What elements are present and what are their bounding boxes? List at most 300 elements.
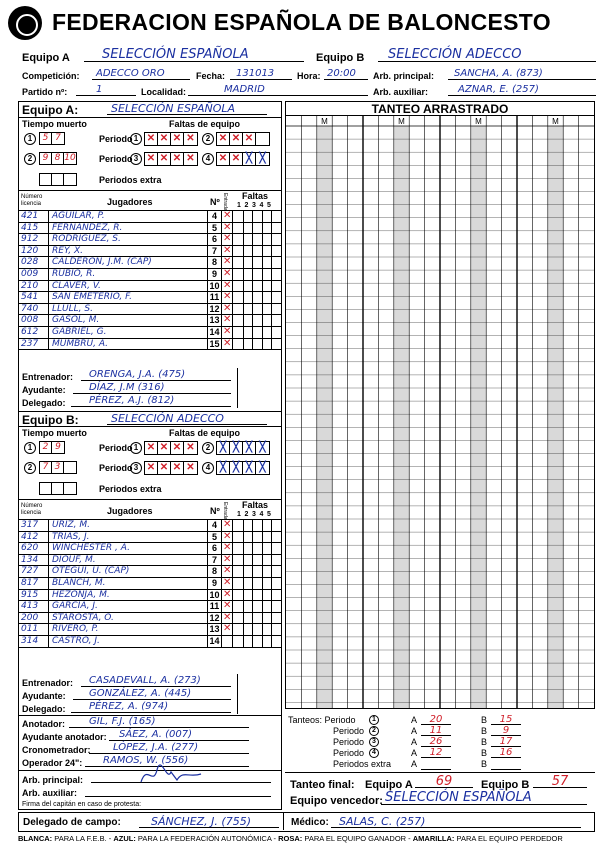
partido-value: 1	[76, 84, 136, 96]
foul-cell	[244, 636, 254, 647]
period-score-b: 17	[491, 736, 521, 747]
foul-cell	[253, 234, 263, 245]
team-b-timeouts-extra	[39, 482, 77, 495]
anotador-label: Anotador:	[22, 719, 65, 729]
player-name: RIVERO, P.	[48, 624, 206, 635]
player-number: 9	[207, 269, 221, 280]
foul-cell	[244, 566, 254, 577]
foul-cell	[234, 211, 244, 222]
period-label: Periodo	[333, 748, 365, 758]
foul-cell	[263, 555, 273, 566]
foul-cell	[253, 532, 263, 543]
license-number: 915	[21, 589, 39, 600]
player-name: HEZONJA, M.	[48, 590, 206, 601]
running-score-shade	[548, 126, 563, 708]
player-name: REY, X.	[48, 246, 206, 257]
foul-cell	[263, 234, 273, 245]
foul-cell	[234, 257, 244, 268]
player-number: 4	[207, 211, 221, 222]
team-b-coach: CASADEVALL, A. (273)	[81, 675, 231, 687]
team-a-coach: ORENGA, J.A. (475)	[81, 369, 231, 381]
foul-cell	[244, 246, 254, 257]
foul-cell	[272, 532, 282, 543]
license-number: 028	[21, 257, 39, 268]
team_b-player-row	[19, 555, 281, 567]
entry-mark	[221, 339, 233, 350]
player-name: CASTRO, J.	[48, 636, 206, 647]
player-number: 15	[207, 339, 221, 350]
foul-cell	[234, 234, 244, 245]
medico-value: SALAS, C. (257)	[331, 815, 581, 828]
team-b-fouls-p2: ╳ ╳ ╳ ╳	[216, 441, 270, 455]
player-number: 14	[207, 636, 221, 647]
player-number: 9	[207, 578, 221, 589]
foul-cell	[244, 624, 254, 635]
final-score-a: 69	[415, 774, 473, 788]
hora-value: 20:00	[324, 68, 368, 80]
player-name: RODRIGUEZ, S.	[48, 234, 206, 245]
copy-distribution-footer: BLANCA: PARA LA F.E.B. - AZUL: PARA LA FEDERACIÓN AUTONÓMICA - ROSA: PARA EL EQUIPO GANADOR - AMARILLA: PARA EL EQUIPO PERDEDOR	[18, 834, 563, 843]
period-label: Periodo	[99, 134, 133, 144]
partido-label: Partido nº:	[22, 87, 68, 97]
team-a-players-table	[19, 190, 281, 350]
period-score-b: 9	[491, 725, 521, 736]
running-score-shade	[471, 126, 486, 708]
foul-cell	[263, 636, 273, 647]
foul-cell	[253, 590, 263, 601]
player-name: CALDERÓN, J.M. (CAP)	[48, 257, 206, 268]
entry-mark	[221, 327, 233, 338]
team-a-name: SELECCIÓN ESPAÑOLA	[107, 103, 267, 115]
entry-mark	[221, 566, 233, 577]
foul-cell	[244, 292, 254, 303]
period-score-b: 15	[491, 714, 521, 725]
entry-mark	[221, 315, 233, 326]
competicion-label: Competición:	[22, 71, 80, 81]
team_a-player-row	[19, 304, 281, 316]
foul-cell	[263, 211, 273, 222]
foul-cell	[272, 327, 282, 338]
entry-mark	[221, 257, 233, 268]
license-number: 011	[21, 624, 39, 635]
entry-mark	[221, 555, 233, 566]
foul-cell	[234, 624, 244, 635]
team-a-delegate-label: Delegado:	[22, 398, 66, 408]
team-b-timeouts-h1: 2 9	[39, 441, 65, 454]
player-name: TRIAS, J.	[48, 532, 206, 543]
license-number: 727	[21, 566, 39, 577]
winner-value: SELECCIÓN ESPAÑOLA	[381, 790, 587, 805]
team-a-coach-label: Entrenador:	[22, 372, 74, 382]
foul-cell	[244, 223, 254, 234]
foul-cell	[272, 555, 282, 566]
team-a-assistant-label: Ayudante:	[22, 385, 66, 395]
entry-mark	[221, 304, 233, 315]
player-number: 14	[207, 327, 221, 338]
player-name: DIOUF, M.	[48, 555, 206, 566]
team-b-header: Equipo B: SELECCIÓN ADECCO	[19, 411, 281, 427]
team-b-name: SELECCIÓN ADECCO	[107, 413, 267, 425]
delegado-campo-label: Delegado de campo:	[23, 817, 121, 828]
foul-cell	[263, 257, 273, 268]
running-score-shade	[394, 126, 409, 708]
team_b-player-row	[19, 590, 281, 602]
team_a-player-row	[19, 269, 281, 281]
foul-cell	[244, 315, 254, 326]
foul-cell	[234, 292, 244, 303]
foul-cell	[253, 211, 263, 222]
running-score-title: TANTEO ARRASTRADO	[286, 102, 594, 116]
teams-panel: Equipo A: SELECCIÓN ESPAÑOLA Tiempo muerto Faltas de equipo 1 5 7 Periodo 1 ✕ ✕ ✕ ✕ 2 ✕ ✕ ✕ 2 9 8 10 Periodo 3 ✕ ✕ ✕ ✕ 4 ✕ ✕ ╳ ╳ Periodos extra Número licencia Jugadores Nº Entrada Faltas 12345 421 AGUILAR, P. 4 ✕ 415 FERNÁNDEZ, R. 5 ✕ 912 RODRIGUEZ, S. 6 ✕ 120 REY, X. 7 ✕ 028 CALDERÓN, J.M. (CAP) 8 ✕ 009 RUBIO, R. 9 ✕ 210 CLAVER, V. 10 ✕ 541 SAN EMETERIO, F. 11 ✕ 740 LLULL, S. 12 ✕ 008 GASOL, M. 13 ✕ 612 GABRIEL, G. 14 ✕ 237 MUMBRÚ, A. 15 ✕ Entrenador: ORENGA, J.A. (475) Ayudante: DÍAZ, J.M (316) Delegado: PÉREZ, A.J. (812) Equipo B: SELECCIÓN ADECCO Tiempo muerto Faltas de equipo 1 2 9 Periodo 1 ✕ ✕ ✕ ✕ 2 ╳ ╳ ╳ ╳ 2 7 3 Periodo 3 ✕ ✕ ✕ ✕ 4 ╳ ╳ ╳ ╳ Periodos extra Número licencia Jugadores Nº Entrada Faltas 12345 317 URIZ, M. 4 ✕ 412 TRIAS, J. 5 ✕ 620 WINCHESTER , A. 6 ✕ 134 DIOUF, M. 7 ✕ 727 OTEGUI, U. (CAP) 8 ✕ 817 BLANCH, M. 9 ✕ 915 HEZONJA, M. 10 ✕ 413 GARCIA, J. 11 ✕ 200 STAROSTA, O. 12 ✕ 011 RIVERO, P. 13 ✕ 314 CASTRO, J. 14 Entrenador: CASADEVALL, A. (273) Ayudante: GONZÁLEZ, A. (445) Delegado: PÉREZ, A. (974) Anotador: GIL, F.J. (165) Ayudante anotador: SÁEZ, A. (007) Cronometrador: LÓPEZ, J.A. (277) Operador 24": RAMOS, W. (556) Arb. principal: Arb. auxiliar: Firma del capitán en caso de protesta:	[18, 101, 282, 810]
player-number: 5	[207, 223, 221, 234]
entry-mark	[221, 281, 233, 292]
foul-cell	[244, 590, 254, 601]
license-number: 817	[21, 577, 39, 588]
period-score-a: 12	[421, 747, 451, 758]
license-number: 415	[21, 222, 39, 233]
player-number: 13	[207, 624, 221, 635]
license-number: 421	[21, 211, 39, 221]
entry-mark	[221, 234, 233, 245]
hora-label: Hora:	[297, 71, 321, 81]
scores-block: Tanteos: Periodo 1 A 20 B 15 Periodo 2 A 11 B 9 Periodo 3 A 26 B 17 Periodo 4 A 12 B 16 Periodos extra A B Tanteo final: Equipo A 69 Equipo B 57 Equipo vencedor: SELECCIÓN ESPAÑOLA	[285, 711, 595, 809]
operador-value: RAMOS, W. (556)	[85, 755, 249, 767]
entry-mark	[221, 636, 233, 647]
cronometrador-value: LÓPEZ, J.A. (277)	[89, 742, 249, 754]
team-b-fouls-label: Faltas de equipo	[169, 428, 241, 438]
entry-mark	[221, 601, 233, 612]
foul-cell	[263, 566, 273, 577]
foul-cell	[272, 269, 282, 280]
extra-periods-label: Periodos extra	[333, 759, 392, 769]
player-number: 11	[207, 292, 221, 303]
foul-cell	[244, 555, 254, 566]
team_b-player-row	[19, 566, 281, 578]
foul-cell	[263, 246, 273, 257]
foul-cell	[272, 339, 282, 350]
m-column-label: M	[321, 117, 328, 126]
team-b-players-table: Número licencia Jugadores Nº Entrada Faltas 12345 317 URIZ, M. 4 ✕ 412 TRIAS, J. 5 ✕ 620 WINCHESTER , A. 6 ✕ 134 DIOUF, M. 7 ✕ 727 OTEGUI, U. (CAP) 8 ✕ 817 BLANCH, M. 9 ✕ 915 HEZONJA, M. 10 ✕ 413 GARCIA, J. 11 ✕ 200 STAROSTA, O. 12 ✕ 011 RIVERO, P. 13 ✕ 314 CASTRO, J. 14	[19, 499, 281, 648]
foul-cell	[244, 281, 254, 292]
foul-cell	[253, 636, 263, 647]
foul-cell	[234, 246, 244, 257]
foul-cell	[253, 555, 263, 566]
team-b-coach-label: Entrenador:	[22, 678, 74, 688]
team-a-timeouts-extra	[39, 173, 77, 186]
team-b-fouls-p3: ✕ ✕ ✕ ✕	[144, 461, 198, 475]
foul-cell	[272, 292, 282, 303]
foul-cell	[263, 292, 273, 303]
page-title: FEDERACION ESPAÑOLA DE BALONCESTO	[52, 9, 551, 35]
team_a-player-row	[19, 339, 281, 351]
team-b-timeouts-h2: 7 3	[39, 461, 77, 474]
foul-cell	[234, 590, 244, 601]
team-a-fouls-p4: ✕ ✕ ╳ ╳	[216, 152, 270, 166]
team-a-header: Equipo A: SELECCIÓN ESPAÑOLA	[19, 102, 281, 118]
foul-cell	[263, 532, 273, 543]
foul-cell	[272, 281, 282, 292]
foul-cell	[272, 624, 282, 635]
foul-cell	[272, 543, 282, 554]
team-b-delegate: PÉREZ, A. (974)	[71, 701, 231, 713]
foul-cell	[272, 304, 282, 315]
team-a-timeout-label: Tiempo muerto	[22, 119, 87, 129]
team-a-fouls-label: Faltas de equipo	[169, 119, 241, 129]
arb-auxiliar-value: AZNAR, E. (257)	[448, 84, 596, 96]
ayudante-anotador-value: SÁEZ, A. (007)	[109, 729, 249, 741]
federation-logo	[8, 6, 42, 40]
team-a-fouls-p2: ✕ ✕ ✕	[216, 132, 270, 146]
foul-cell	[253, 339, 263, 350]
running-score-panel	[285, 101, 595, 709]
medico-label: Médico:	[291, 817, 329, 828]
foul-cell	[253, 624, 263, 635]
team-a-assistant: DÍAZ, J.M (316)	[73, 382, 231, 394]
foul-cell	[234, 601, 244, 612]
team-a-fouls-p3: ✕ ✕ ✕ ✕	[144, 152, 198, 166]
license-number: 317	[21, 520, 39, 530]
team_a-player-row	[19, 327, 281, 339]
player-number: 10	[207, 281, 221, 292]
player-name: AGUILAR, P.	[48, 211, 206, 222]
player-name: MUMBRÚ, A.	[48, 339, 206, 350]
team_a-player-row	[19, 281, 281, 293]
player-name: BLANCH, M.	[48, 578, 206, 589]
foul-cell	[263, 590, 273, 601]
entry-mark	[221, 211, 233, 222]
players-table-header: Número licencia Jugadores Nº Entrada Faltas 12345	[19, 191, 281, 211]
foul-cell	[234, 223, 244, 234]
foul-cell	[272, 566, 282, 577]
ayudante-anotador-label: Ayudante anotador:	[22, 732, 107, 742]
foul-cell	[272, 636, 282, 647]
foul-cell	[253, 281, 263, 292]
foul-cell	[272, 211, 282, 222]
player-name: LLULL, S.	[48, 304, 206, 315]
cronometrador-label: Cronometrador:	[22, 745, 91, 755]
foul-cell	[244, 578, 254, 589]
foul-cell	[272, 613, 282, 624]
entry-mark	[221, 578, 233, 589]
period-score-a: 11	[421, 725, 451, 736]
player-number: 13	[207, 315, 221, 326]
player-name: GASOL, M.	[48, 315, 206, 326]
foul-cell	[253, 566, 263, 577]
foul-cell	[244, 601, 254, 612]
team_a-player-row	[19, 246, 281, 258]
foul-cell	[272, 590, 282, 601]
player-number: 11	[207, 601, 221, 612]
team_a-player-row	[19, 257, 281, 269]
foul-cell	[234, 269, 244, 280]
foul-cell	[263, 304, 273, 315]
period-score-a: 26	[421, 736, 451, 747]
running-score-grid	[286, 116, 594, 708]
player-name: CLAVER, V.	[48, 281, 206, 292]
foul-cell	[272, 257, 282, 268]
foul-cell	[263, 281, 273, 292]
foul-cell	[244, 520, 254, 531]
foul-cell	[263, 315, 273, 326]
foul-cell	[253, 543, 263, 554]
entry-mark	[221, 613, 233, 624]
competicion-value: ADECCO ORO	[92, 68, 190, 80]
final-score-b: 57	[533, 774, 587, 788]
arb-auxiliar-label: Arb. auxiliar:	[373, 87, 429, 97]
foul-cell	[272, 223, 282, 234]
player-number: 12	[207, 613, 221, 624]
player-name: RUBIO, R.	[48, 269, 206, 280]
team-a-timeouts-h1: 5 7	[39, 132, 65, 145]
tanteos-label: Tanteos: Periodo	[288, 715, 356, 725]
foul-cell	[244, 211, 254, 222]
arb-principal-label: Arb. principal:	[373, 71, 435, 81]
license-number: 008	[21, 315, 39, 326]
team_b-player-row	[19, 578, 281, 590]
final-a-label: Equipo A	[365, 779, 413, 791]
winner-label: Equipo vencedor:	[290, 795, 383, 807]
team_a-player-row	[19, 292, 281, 304]
foul-cell	[263, 543, 273, 554]
player-name: GABRIEL, G.	[48, 327, 206, 338]
foul-cell	[234, 327, 244, 338]
foul-cell	[244, 304, 254, 315]
foul-cell	[234, 555, 244, 566]
team_a-player-row	[19, 211, 281, 223]
team_b-player-row	[19, 520, 281, 532]
license-number: 412	[21, 531, 39, 542]
sign-arb-auxiliar-label: Arb. auxiliar:	[22, 788, 78, 798]
player-number: 12	[207, 304, 221, 315]
foul-cell	[263, 520, 273, 531]
team-b-delegate-label: Delegado:	[22, 704, 66, 714]
foul-cell	[244, 234, 254, 245]
foul-cell	[263, 269, 273, 280]
fecha-label: Fecha:	[196, 71, 226, 81]
foul-cell	[234, 636, 244, 647]
foul-cell	[234, 281, 244, 292]
foul-cell	[234, 578, 244, 589]
player-number: 4	[207, 520, 221, 531]
period-score-a: 20	[421, 714, 451, 725]
localidad-label: Localidad:	[141, 87, 187, 97]
foul-cell	[253, 304, 263, 315]
m-column-label: M	[475, 117, 482, 126]
player-number: 6	[207, 543, 221, 554]
m-column-label: M	[398, 117, 405, 126]
team-a-delegate: PÉREZ, A.J. (812)	[71, 395, 231, 407]
license-number: 541	[21, 292, 39, 303]
entry-mark	[221, 520, 233, 531]
foul-cell	[244, 613, 254, 624]
player-number: 7	[207, 555, 221, 566]
signature-icon	[137, 762, 207, 788]
player-name: WINCHESTER , A.	[48, 543, 206, 554]
license-number: 413	[21, 601, 39, 612]
player-name: OTEGUI, U. (CAP)	[48, 566, 206, 577]
team_b-player-row	[19, 624, 281, 636]
team_a-player-row	[19, 223, 281, 235]
entry-mark	[221, 590, 233, 601]
entry-mark	[221, 269, 233, 280]
foul-cell	[234, 304, 244, 315]
foul-cell	[234, 532, 244, 543]
entry-mark	[221, 543, 233, 554]
team_b-player-row	[19, 613, 281, 625]
foul-cell	[263, 327, 273, 338]
team-b-timeout-label: Tiempo muerto	[22, 428, 87, 438]
sign-arb-principal-label: Arb. principal:	[22, 775, 84, 785]
tanteo-final-label: Tanteo final:	[290, 779, 355, 791]
foul-cell	[244, 532, 254, 543]
foul-cell	[253, 315, 263, 326]
license-number: 134	[21, 554, 39, 565]
team-a-value: SELECCIÓN ESPAÑOLA	[84, 47, 304, 62]
foul-cell	[244, 257, 254, 268]
foul-cell	[234, 566, 244, 577]
team-b-assistant: GONZÁLEZ, A. (445)	[73, 688, 231, 700]
player-name: URIZ, M.	[48, 520, 206, 531]
arb-principal-value: SANCHA, A. (873)	[448, 68, 596, 80]
entry-mark	[221, 624, 233, 635]
half-2-marker: 2	[24, 153, 36, 165]
operador-label: Operador 24":	[22, 758, 83, 768]
player-number: 8	[207, 566, 221, 577]
period-score-b: 16	[491, 747, 521, 758]
foul-cell	[244, 269, 254, 280]
foul-cell	[263, 578, 273, 589]
bottom-officials-bar	[18, 812, 595, 832]
foul-cell	[234, 520, 244, 531]
license-number: 314	[21, 635, 39, 646]
running-score-shade	[317, 126, 332, 708]
team-b-value: SELECCIÓN ADECCO	[378, 47, 596, 62]
player-number: 6	[207, 234, 221, 245]
team-a-fouls-p1: ✕ ✕ ✕ ✕	[144, 132, 198, 146]
foul-cell	[272, 315, 282, 326]
foul-cell	[244, 327, 254, 338]
team_b-player-row	[19, 532, 281, 544]
team-a-label: Equipo A	[22, 52, 70, 64]
foul-cell	[253, 257, 263, 268]
team_a-player-row	[19, 234, 281, 246]
half-1-marker: 1	[24, 133, 36, 145]
firma-capitan-label: Firma del capitán en caso de protesta:	[22, 801, 142, 808]
foul-cell	[272, 578, 282, 589]
foul-cell	[253, 601, 263, 612]
foul-cell	[263, 624, 273, 635]
player-number: 8	[207, 257, 221, 268]
license-number: 912	[21, 234, 39, 245]
foul-cell	[244, 543, 254, 554]
team-b-label: Equipo B	[316, 52, 365, 64]
foul-cell	[272, 234, 282, 245]
license-number: 120	[21, 245, 39, 256]
m-column-label: M	[552, 117, 559, 126]
foul-cell	[234, 339, 244, 350]
player-name: FERNÁNDEZ, R.	[48, 223, 206, 234]
foul-cell	[253, 269, 263, 280]
foul-cell	[253, 292, 263, 303]
final-b-label: Equipo B	[481, 779, 530, 791]
license-number: 237	[21, 338, 39, 349]
license-number: 200	[21, 612, 39, 623]
team-b-fouls-p4: ╳ ╳ ╳ ╳	[216, 461, 270, 475]
foul-cell	[253, 613, 263, 624]
period-label: Periodo	[333, 726, 365, 736]
foul-cell	[253, 578, 263, 589]
foul-cell	[234, 613, 244, 624]
